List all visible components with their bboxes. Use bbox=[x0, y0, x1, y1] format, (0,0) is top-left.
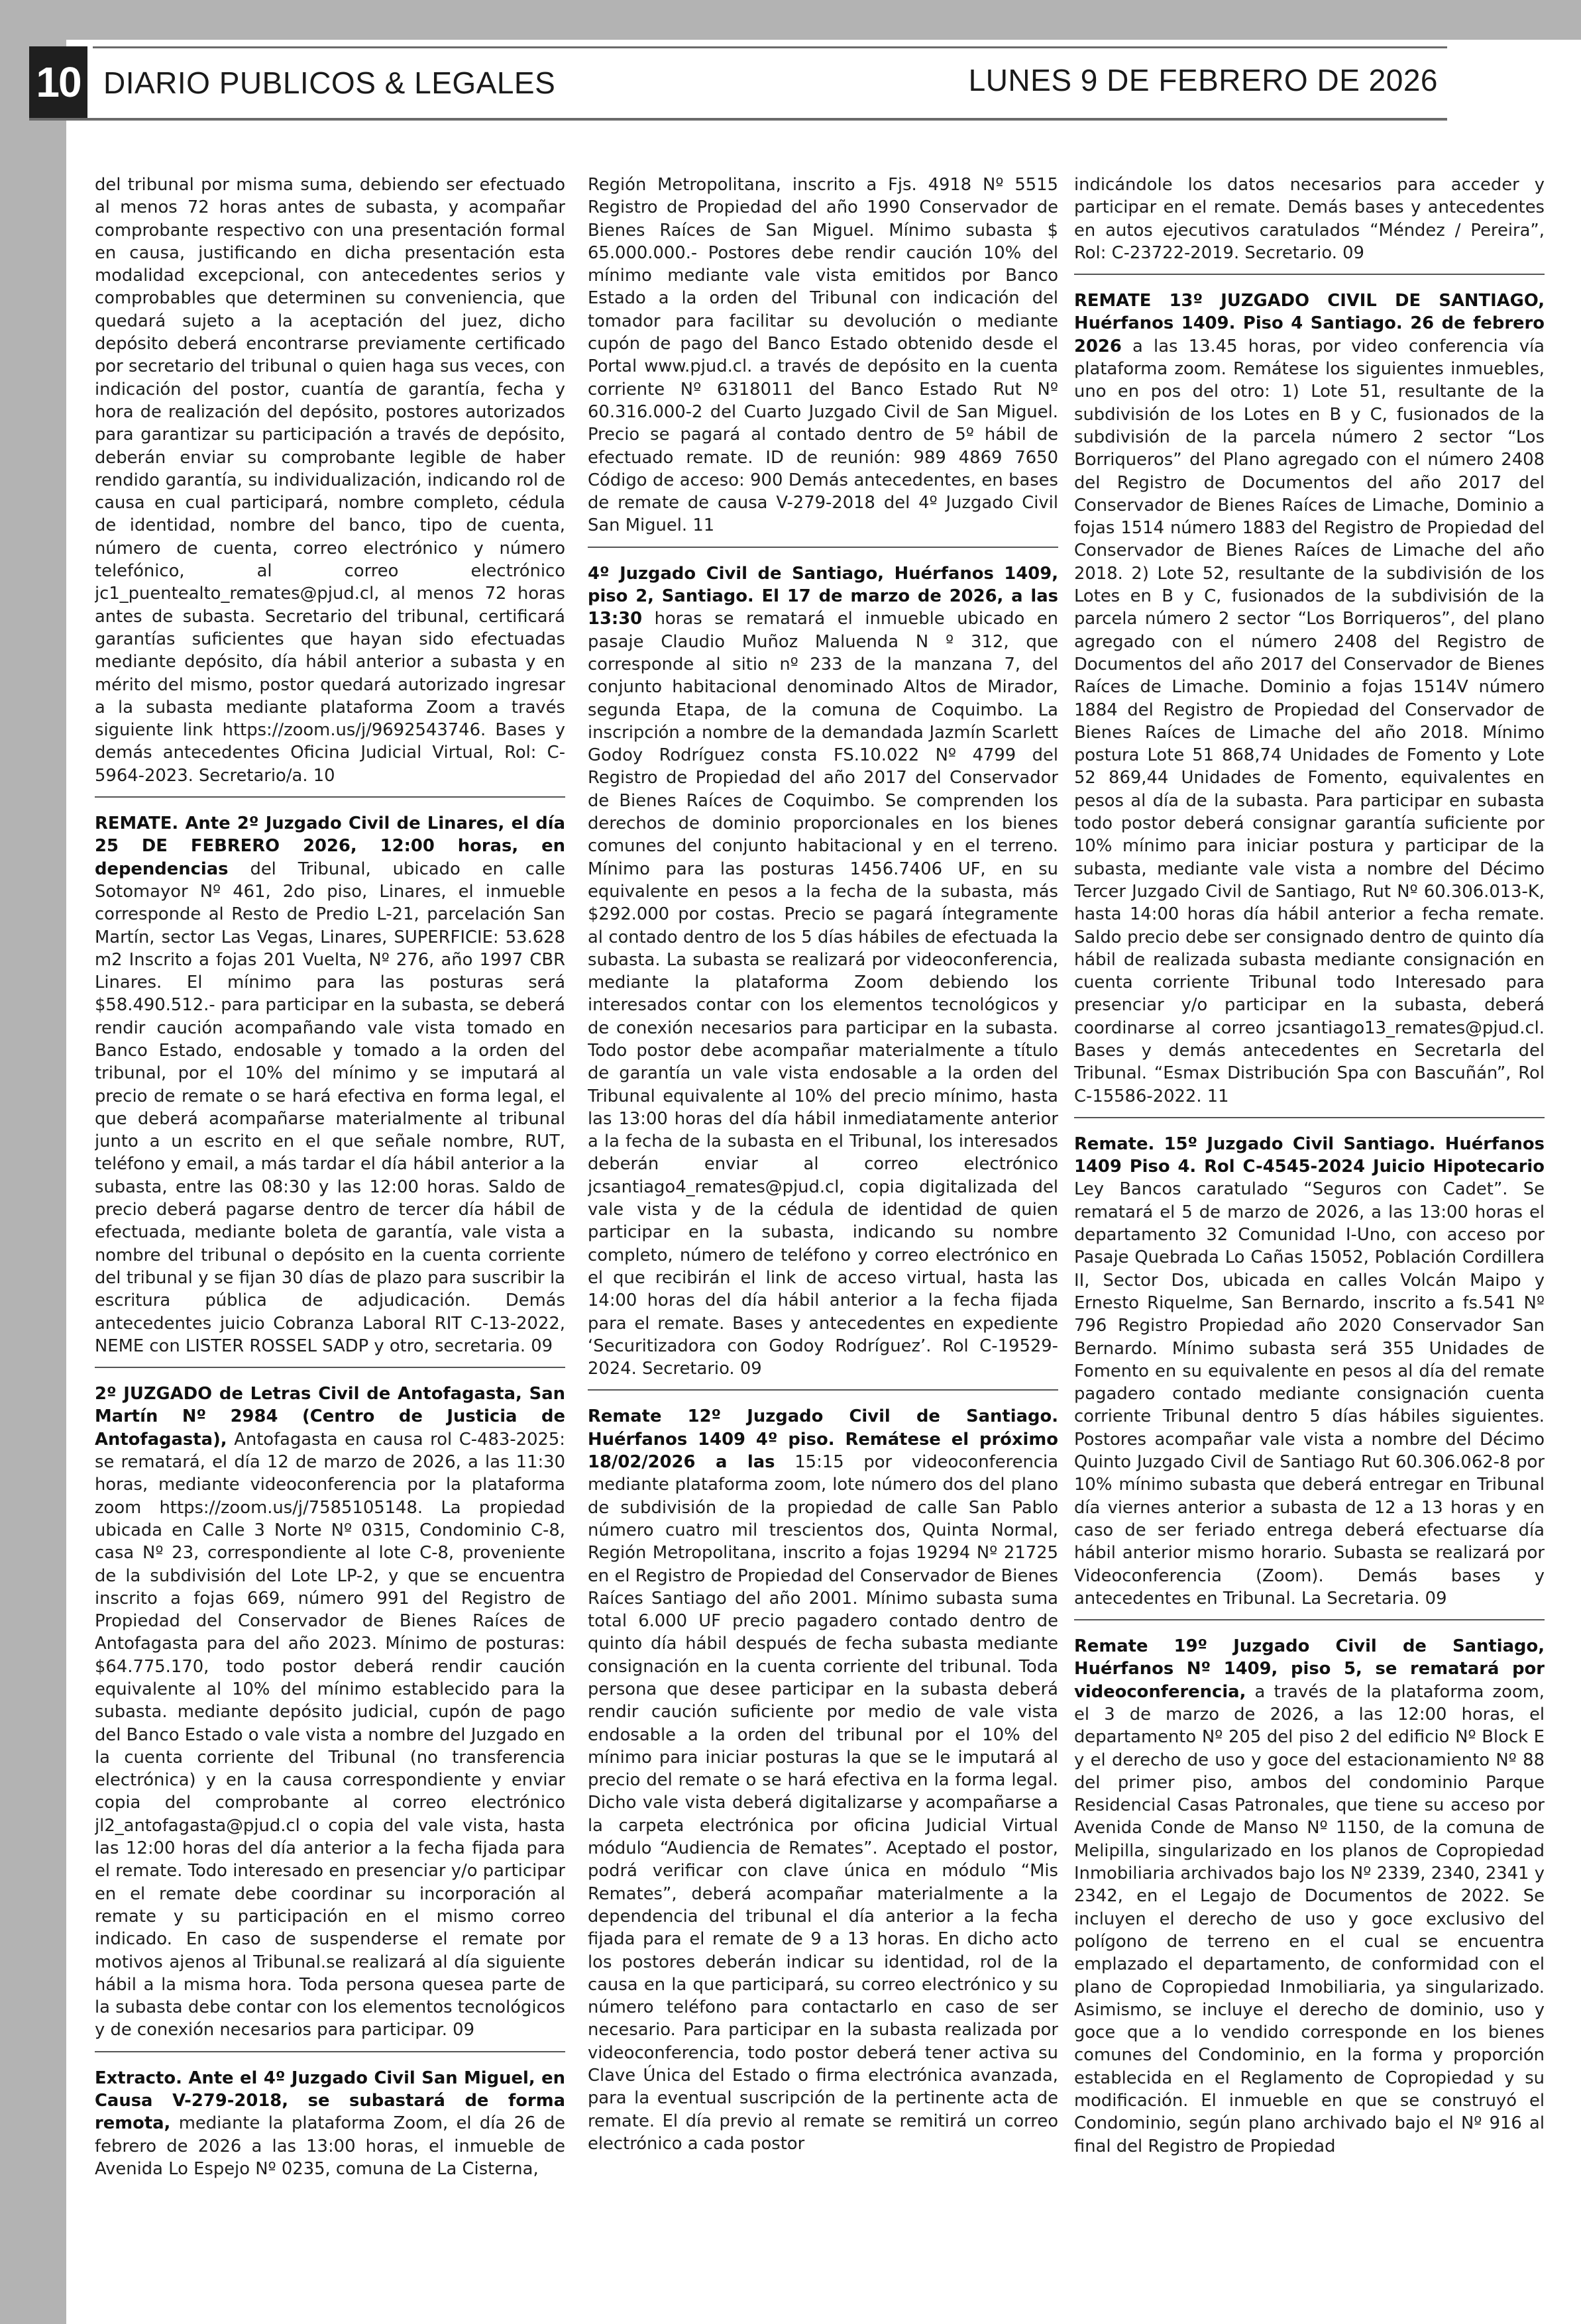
page-header bbox=[29, 46, 1447, 121]
column-3 bbox=[1074, 174, 1545, 2294]
notice bbox=[1074, 290, 1545, 1118]
notice-lead: 2º JUZGADO de Letras Civil de Antofagasta, San Martín Nº 2984 (Centro de Justicia de Antofagasta), bbox=[95, 1384, 565, 1450]
notice bbox=[95, 812, 565, 1368]
notice-body: Antofagasta en causa rol C-483-2025: se rematará, el día 12 de marzo de 2026, a las 11:30 horas, mediante videoconferencia por la plataforma zoom https://zoom.us/j/7585105148. La propiedad ubicada en Calle 3 Norte Nº 0315, Condominio C-8, casa Nº 23, correspondiente al lote C-8, proveniente de la subdivisión del Lote LP-2, y que se encuentra inscrito a fojas 669, número 991 del Registro de Propiedad del Conservador de Bienes Raíces de Antofagasta para del año 2023. Mínimo de posturas: $64.775.170, todo postor deberá rendir caución equivalente al 10% del mínimo establecido para la subasta. mediante depósito judicial, cupón de pago del Banco Estado o vale vista a nombre del Juzgado en la cuenta corriente del Tribunal (no transferencia electrónica) y en la causa correspondiente y enviar copia del comprobante al correo electrónico jl2_antofagasta@pjud.cl o copia del vale vista, hasta las 12:00 horas del día anterior a la fecha fijada para el remate. Todo interesado en presenciar y/o participar en el remate debe coordinar su incorporación al remate y su participación en el mismo correo indicado. En caso de suspenderse el remate por motivos ajenos al Tribunal.se realizará al día siguiente hábil a la misma hora. Toda persona quesea parte de la subasta debe contar con los elementos tecnológicos y de conexión necesarios para participar. 09 bbox=[95, 1429, 565, 2040]
notice-body: a través de la plataforma zoom, el 3 de marzo de 2026, a las 12:00 horas, el departamento Nº 205 del piso 2 del edificio Nº Block E y el derecho de uso y goce del estacionamiento Nº 88 del primer piso, ambos del condominio Parque Residencial Casas Patronales, que tiene su acceso por Avenida Conde de Manso Nº 1150, de la comuna de Melipilla, singularizado en los planos de Copropiedad Inmobiliaria archivados bajo los Nº 2339, 2340, 2341 y 2342, en el Legajo de Documentos de 2022. Se incluyen el derecho de uso y goce exclusivo del polígono de terreno en el cual se encuentra emplazado el departamento, de conformidad con el plano de Copropiedad Inmobiliaria, ya singularizado. Asimismo, se incluye el derecho de dominio, uso y goce que a lo vendido corresponde en los bienes comunes del Condominio, en la forma y proporción establecida en el Reglamento de Copropiedad y su modificación. El inmueble en que se construyó el Condominio, según plano archivado bajo el Nº 916 al final del Registro de Propiedad bbox=[1074, 1681, 1545, 2156]
notice bbox=[1074, 174, 1545, 275]
notice-body: 15:15 por videoconferencia mediante plataforma zoom, lote número dos del plano de subdivisión de la propiedad de calle San Pablo número cuatro mil trescientos dos, Quinta Normal, Región Metropolitana, inscrito a fojas 19294 Nº 21725 en el Registro de Propiedad del Conservador de Bienes Raíces Santiago del año 2001. Mínimo subasta suma total 6.000 UF precio pagadero contado dentro de quinto día hábil después de fecha subasta mediante consignación en la cuenta corriente del tribunal. Toda persona que desee participar en la subasta deberá rendir caución suficiente por medio de vale vista endosable a la orden del tribunal por el 10% del mínimo para iniciar posturas la que se le imputará al precio del remate o se hará efectiva en la forma legal. Dicho vale vista deberá digitalizarse y acompañarse a la carpeta electrónica por oficina Judicial Virtual módulo “Audiencia de Remates”. Aceptado el postor, podrá verificar con clave única en módulo “Mis Remates”, deberá acompañar materialmente a la dependencia del tribunal el día anterior a la fecha fijada para el remate de 9 a 13 horas. En dicho acto los postores deberán indicar su identidad, rol de la causa en la que participará, su correo electrónico y su número teléfono para contactarlo en caso de ser necesario. Para participar en la subasta realizada por videoconferencia, todo postor deberá tener activa su Clave Única del Estado o firma electrónica avanzada, para la eventual suscripción de la pertinente acta de remate. El día previo al remate se remitirá un correo electrónico a cada postor bbox=[588, 1452, 1058, 2154]
notice-body: a las 13.45 horas, por video conferencia vía plataforma zoom. Remátese los siguientes inmuebles, uno en pos del otro: 1) Lote 51, resultante de la subdivisión de los Lotes en B y C, fusionados de la subdivisión de la parcela número 2 sector “Los Borriqueros” del Plano agregado con el número 2408 del Registro de Documentos del año 2017 del Conservador de Bienes Raíces de Limache, Dominio a fojas 1514 número 1883 del Registro de Propiedad del Conservador de Bienes Raíces de Limache del año 2018. 2) Lote 52, resultante de la subdivisión de los Lotes en B y C, fusionados de la subdivisión de la parcela número 2 sector “Los Borriqueros”, del plano agregado con el número 2408 del Registro de Documentos del año 2017 del Conservador de Bienes Raíces de Limache. Dominio a fojas 1514V número 1884 del Registro de Propiedad del Conservador de Bienes Raíces de Limache del año 2018. Mínimo postura Lote 51 868,74 Unidades de Fomento y Lote 52 869,44 Unidades de Fomento, equivalentes en pesos al día de la subasta. Para participar en subasta todo postor deberá consignar garantía suficiente por 10% mínimo para iniciar postura y participar de la subasta, mediante vale vista a nombre del Décimo Tercer Juzgado Civil de Santiago, Rut Nº 60.306.013-K, hasta 14:00 horas día hábil anterior a fecha remate. Saldo precio debe ser consignado dentro de quinto día hábil de realizada subasta mediante consignación en cuenta corriente Tribunal todo Interesado para presenciar y/o participar en la subasta, deberá coordinarse al correo jcsantiago13_remates@pjud.cl. Bases y demás antecedentes en Secretarla del Tribunal. “Esmax Distribución Spa con Bascuñán”, Rol C-15586-2022. 11 bbox=[1074, 336, 1545, 1106]
notice-body: mediante la plataforma Zoom, el día 26 de febrero de 2026 a las 13:00 horas, el inmueble de Avenida Lo Espejo Nº 0235, comuna de La Cisterna, bbox=[95, 2113, 565, 2179]
notice-lead: Remate. 15º Juzgado Civil Santiago. Huérfanos 1409 Piso 4. Rol C-4545-2024 Juicio Hipotecario bbox=[1074, 1134, 1545, 1177]
notice-body: horas se rematará el inmueble ubicado en pasaje Claudio Muñoz Maluenda N º 312, que corresponde al sitio nº 233 de la manzana 7, del conjunto habitacional denominado Altos de Mirador, segunda Etapa, de la comuna de Coquimbo. La inscripción a nombre de la demandada Jazmín Scarlett Godoy Rodríguez consta FS.10.022 Nº 4799 del Registro de Propiedad del año 2017 del Conservador de Bienes Raíces de Coquimbo. Se comprenden los derechos de dominio proporcionales en los bienes comunes del conjunto habitacional y en el terreno. Mínimo para las posturas 1456.7406 UF, en su equivalente en pesos a la fecha de la subasta, más $292.000 por costas. Precio se pagará íntegramente al contado dentro de los 5 días hábiles de efectuada la subasta. La subasta se realizará por videoconferencia, mediante la plataforma Zoom debiendo los interesados contar con los elementos tecnológicos y de conexión necesarios para participar en la subasta. Todo postor debe acompañar materialmente a título de garantía un vale vista endosable a la orden del Tribunal equivalente al 10% del precio mínimo, hasta las 13:00 horas del día hábil inmediatamente anterior a la fecha de la subasta en el Tribunal, los interesados deberán enviar al correo electrónico jcsantiago4_remates@pjud.cl, copia digitalizada del vale vista y de la cédula de identidad de quien participar en la subasta, indicando su nombre completo, número de teléfono y correo electrónico en el que recibirán el link de acceso virtual, hasta las 14:00 horas del día hábil anterior a la fecha fijada para el remate. Bases y antecedentes en expediente ‘Securitizadora con Godoy Rodríguez’. Rol C-19529-2024. Secretario. 09 bbox=[588, 609, 1058, 1379]
notice bbox=[95, 174, 565, 798]
notice bbox=[588, 174, 1058, 548]
notice-lead: REMATE. Ante 2º Juzgado Civil de Linares, el día 25 DE FEBRERO 2026, 12:00 horas, en dependencias bbox=[95, 814, 565, 879]
header-rule bbox=[93, 46, 1447, 48]
notice-lead: Remate 12º Juzgado Civil de Santiago. Huérfanos 1409 4º piso. Remátese el próximo 18/02/2026 a las bbox=[588, 1406, 1058, 1473]
notice bbox=[1074, 1133, 1545, 1620]
notice bbox=[95, 2067, 565, 2190]
notice bbox=[588, 562, 1058, 1391]
notice-body: indicándole los datos necesarios para acceder y participar en el remate. Demás bases y antecedentes en autos ejecutivos caratulados “Méndez / Pereira”, Rol: C-23722-2019. Secretario. 09 bbox=[1074, 175, 1545, 263]
notice bbox=[1074, 1635, 1545, 2167]
column-1 bbox=[95, 174, 565, 2294]
issue-date: LUNES 9 DE FEBRERO DE 2026 bbox=[968, 63, 1438, 97]
notice-lead: 4º Juzgado Civil de Santiago, Huérfanos 1409, piso 2, Santiago. El 17 de marzo de 2026, a las 13:30 bbox=[588, 563, 1058, 629]
notice-body: del tribunal por misma suma, debiendo ser efectuado al menos 72 horas antes de subasta, y acompañar comprobante respectivo con una presentación formal en causa, justificando en dicha presentación esta modalidad excepcional, con antecedentes serios y comprobables que determinen su conveniencia, que quedará sujeto a la aceptación del juez, dicho depósito deberá encontrarse previamente certificado por secretario del tribunal o quien haga sus veces, con indicación del postor, cuantía de garantía, fecha y hora de realización del depósito, postores autorizados para garantizar su participación a través de depósito, deberán enviar su comprobante legible de haber rendido garantía, su individualización, indicando rol de causa en cual participará, nombre completo, cédula de identidad, nombre del banco, tipo de cuenta, número de cuenta, correo electrónico y número telefónico, al correo electrónico jc1_puentealto_remates@pjud.cl, al menos 72 horas antes de subasta. Secretario del tribunal, certificará garantías suficientes que hayan sido efectuadas mediante depósito, día hábil anterior a subasta y en mérito del mismo, postor quedará autorizado ingresar a la subasta mediante plataforma Zoom a través siguiente link https://zoom.us/j/9692543746. Bases y demás antecedentes Oficina Judicial Virtual, Rol: C-5964-2023. Secretario/a. 10 bbox=[95, 175, 565, 786]
notice-body: Región Metropolitana, inscrito a Fjs. 4918 Nº 5515 Registro de Propiedad del año 1990 Conservador de Bienes Raíces de San Miguel. Mínimo subasta $ 65.000.000.- Postores debe rendir caución 10% del mínimo mediante vale vista emitidos por Banco Estado a la orden del Tribunal con indicación del tomador para facilitar su devolución o mediante cupón de pago del Banco Estado obtenido desde el Portal www.pjud.cl. a través de depósito en la cuenta corriente Nº 6318011 del Banco Estado Rut Nº 60.316.000-2 del Cuarto Juzgado Civil de San Miguel. Precio se pagará al contado dentro de 5º hábil de efectuado remate. ID de reunión: 989 4869 7650 Código de acceso: 900 Demás antecedentes, en bases de remate de causa V-279-2018 del 4º Juzgado Civil San Miguel. 11 bbox=[588, 175, 1058, 536]
notice bbox=[588, 1405, 1058, 2164]
notice-lead: Remate 19º Juzgado Civil de Santiago, Huérfanos Nº 1409, piso 5, se rematará por videoconferencia, bbox=[1074, 1636, 1545, 1702]
notice-lead: Extracto. Ante el 4º Juzgado Civil San Miguel, en Causa V-279-2018, se subastará de forma remota, bbox=[95, 2068, 565, 2134]
publication-title: DIARIO PUBLICOS & LEGALES bbox=[103, 66, 556, 100]
column-2 bbox=[588, 174, 1058, 2294]
notice-lead: REMATE 13º JUZGADO CIVIL DE SANTIAGO, Huérfanos 1409. Piso 4 Santiago. 26 de febrero 2026 bbox=[1074, 291, 1545, 356]
notice bbox=[95, 1383, 565, 2052]
notice-body: del Tribunal, ubicado en calle Sotomayor Nº 461, 2do piso, Linares, el inmueble corresponde al Resto de Predio L-21, parcelación San Martín, sector Las Vegas, Linares, SUPERFICIE: 53.628 m2 Inscrito a fojas 201 Vuelta, Nº 276, año 1997 CBR Linares. El mínimo para las posturas será $58.490.512.- para participar en la subasta, se deberá rendir caución acompañando vale vista tomado en Banco Estado, endosable y tomado a la orden del tribunal, por el 10% del mínimo y se imputará al precio de remate o se hará efectiva en forma legal, el que deberá acompañarse materialmente al tribunal junto a un escrito en el que señale nombre, RUT, teléfono y email, a más tardar el día hábil anterior a la subasta, entre las 08:30 y las 12:00 horas. Saldo de precio deberá pagarse dentro de tercer día hábil de efectuada, mediante boleta de garantía, vale vista a nombre del tribunal o depósito en la cuenta corriente del tribunal y se fijan 30 días de plazo para suscribir la escritura pública de adjudicación. Demás antecedentes juicio Cobranza Laboral RIT C-13-2022, NEME con LISTER ROSSEL SADP y otro, secretaria. 09 bbox=[95, 859, 565, 1356]
page-number: 10 bbox=[29, 46, 87, 118]
notice-body: Ley Bancos caratulado “Seguros con Cadet”. Se rematará el 5 de marzo de 2026, a las 13:00 horas el departamento 32 Comunidad I-Uno, con acceso por Pasaje Quebrada Lo Cañas 15052, Población Cordillera II, Sector Dos, ubicada en calles Volcán Maipo y Ernesto Riquelme, San Bernardo, inscrito a fs.541 Nº 796 Registro Propiedad año 2020 Conservador San Bernardo. Mínimo subasta será 355 Unidades de Fomento en su equivalente en pesos al día del remate pagadero contado mediante consignación cuenta corriente Tribunal dentro 5 días hábiles siguientes. Postores acompañar vale vista a nombre del Décimo Quinto Juzgado Civil de Santiago Rut 60.306.062-8 por 10% mínimo subasta que deberá entregar en Tribunal día viernes anterior a subasta de 12 a 13 horas y en caso de ser feriado entrega deberá efectuarse día hábil anterior mismo horario. Subasta se realizará por Videoconferencia (Zoom). Demás bases y antecedentes en Tribunal. La Secretaria. 09 bbox=[1074, 1179, 1545, 1609]
